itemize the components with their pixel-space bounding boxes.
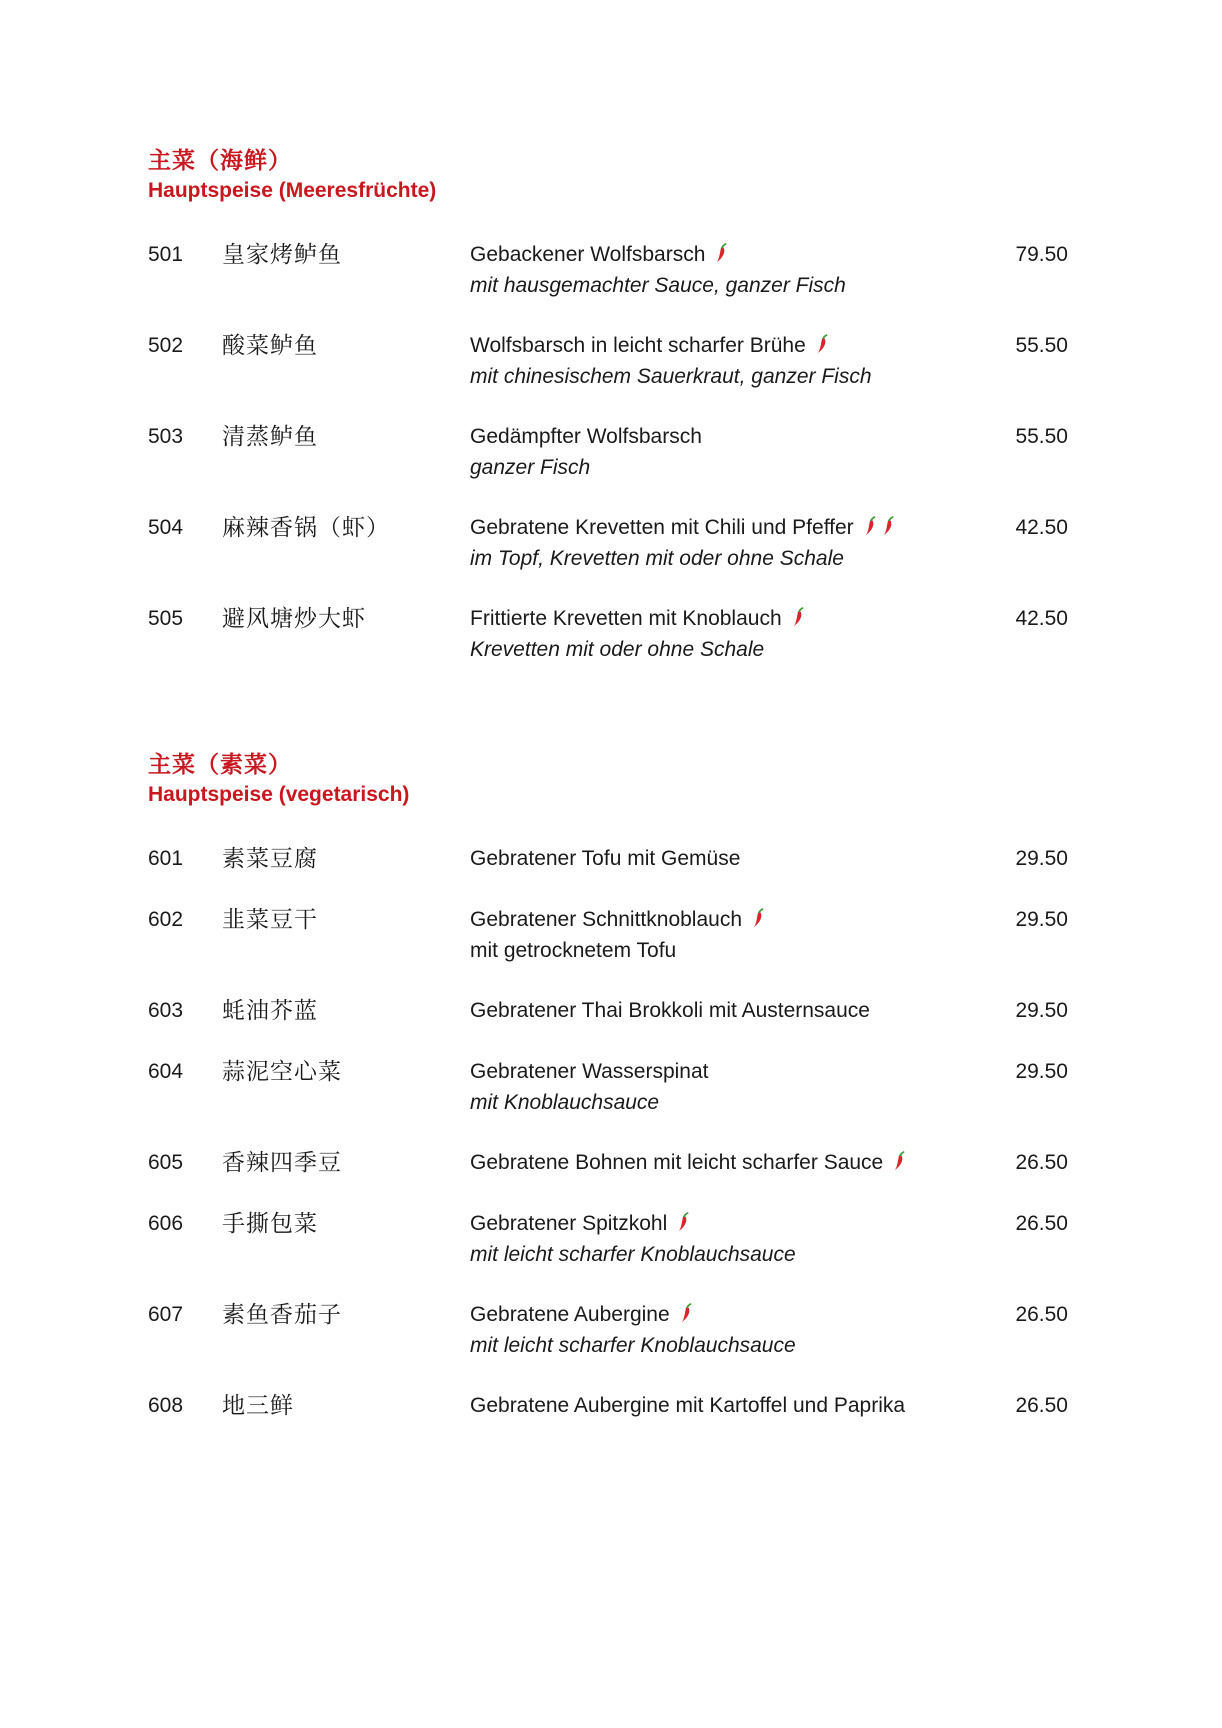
section-title-cn: 主菜（海鲜）: [148, 147, 292, 174]
chili-icon: [881, 515, 895, 537]
item-price: 29.50: [1015, 847, 1068, 870]
item-price: 29.50: [1015, 999, 1068, 1022]
item-name-cn: 蒜泥空心菜: [222, 1059, 342, 1085]
item-name-cn: 避风塘炒大虾: [222, 606, 366, 632]
menu-item-505: [148, 604, 1068, 695]
item-name-cn: 素菜豆腐: [222, 846, 318, 872]
item-number: 505: [148, 607, 184, 630]
chili-icon: [676, 1211, 690, 1233]
item-price: 26.50: [1015, 1212, 1068, 1235]
section-title-de: Hauptspeise (vegetarisch): [148, 783, 410, 806]
item-name-cn: 皇家烤鲈鱼: [222, 242, 342, 268]
item-name-cn: 麻辣香锅（虾）: [222, 515, 390, 541]
menu-item-501: [148, 240, 1068, 331]
item-price: 26.50: [1015, 1394, 1068, 1417]
item-name-de: Gebratene Aubergine: [470, 1300, 693, 1330]
item-number: 503: [148, 425, 184, 448]
item-number: 606: [148, 1212, 184, 1235]
item-name-de: Gebratene Krevetten mit Chili und Pfeffer: [470, 513, 895, 543]
menu-item-608: [148, 1391, 1068, 1452]
item-name-de: Gebratener Thai Brokkoli mit Austernsauce: [470, 999, 870, 1022]
item-name-de: Gebratene Aubergine mit Kartoffel und Paprika: [470, 1394, 906, 1417]
chili-icon: [815, 333, 829, 355]
menu-item-503: [148, 422, 1068, 513]
item-name-cn: 手撕包菜: [222, 1211, 318, 1237]
item-name-cn: 清蒸鲈鱼: [222, 424, 318, 450]
item-price: 55.50: [1015, 425, 1068, 448]
chili-icon: [751, 907, 765, 929]
section-vegetarian: [148, 750, 1068, 1452]
section-title-cn: 主菜（素菜）: [148, 751, 292, 778]
item-number: 601: [148, 847, 184, 870]
item-description: mit hausgemachter Sauce, ganzer Fisch: [470, 274, 846, 297]
item-description: Krevetten mit oder ohne Schale: [470, 638, 765, 661]
item-name-cn: 香辣四季豆: [222, 1150, 342, 1176]
item-description: im Topf, Krevetten mit oder ohne Schale: [470, 547, 844, 570]
item-price: 29.50: [1015, 908, 1068, 931]
item-price: 29.50: [1015, 1060, 1068, 1083]
chili-icon: [714, 242, 728, 264]
chili-icon: [679, 1302, 693, 1324]
section-title-de: Hauptspeise (Meeresfrüchte): [148, 179, 437, 202]
item-name-de: Gebackener Wolfsbarsch: [470, 240, 728, 270]
item-name-de: Gebratene Bohnen mit leicht scharfer Sauce: [470, 1148, 906, 1178]
item-name-cn: 韭菜豆干: [222, 907, 318, 933]
item-price: 79.50: [1015, 243, 1068, 266]
item-description: mit getrocknetem Tofu: [470, 939, 677, 962]
item-description: mit Knoblauchsauce: [470, 1091, 660, 1114]
item-name-cn: 蚝油芥蓝: [222, 998, 318, 1024]
item-name-de: Gebratener Spitzkohl: [470, 1209, 690, 1239]
item-name-de: Frittierte Krevetten mit Knoblauch: [470, 604, 805, 634]
menu-item-603: [148, 996, 1068, 1057]
item-name-cn: 地三鲜: [222, 1393, 294, 1419]
item-name-cn: 酸菜鲈鱼: [222, 333, 318, 359]
item-price: 26.50: [1015, 1151, 1068, 1174]
menu-item-607: [148, 1300, 1068, 1391]
item-number: 504: [148, 516, 184, 539]
item-price: 42.50: [1015, 607, 1068, 630]
chili-icon: [892, 1150, 906, 1172]
item-name-de: Gebratener Tofu mit Gemüse: [470, 847, 741, 870]
chili-icon: [791, 606, 805, 628]
item-price: 26.50: [1015, 1303, 1068, 1326]
menu-item-504: [148, 513, 1068, 604]
item-name-de: Gebratener Wasserspinat: [470, 1060, 709, 1083]
item-description: ganzer Fisch: [470, 456, 591, 479]
item-name-de: Gebratener Schnittknoblauch: [470, 905, 765, 935]
item-number: 608: [148, 1394, 184, 1417]
item-number: 607: [148, 1303, 184, 1326]
menu-item-605: [148, 1148, 1068, 1209]
item-name-de: Wolfsbarsch in leicht scharfer Brühe: [470, 331, 829, 361]
menu-item-606: [148, 1209, 1068, 1300]
item-number: 501: [148, 243, 184, 266]
item-name-de: Gedämpfter Wolfsbarsch: [470, 425, 702, 448]
item-number: 604: [148, 1060, 184, 1083]
item-description: mit chinesischem Sauerkraut, ganzer Fisch: [470, 365, 872, 388]
section-seafood: [148, 146, 1068, 695]
item-description: mit leicht scharfer Knoblauchsauce: [470, 1243, 796, 1266]
item-name-cn: 素鱼香茄子: [222, 1302, 342, 1328]
menu-item-601: [148, 844, 1068, 905]
item-price: 55.50: [1015, 334, 1068, 357]
item-number: 602: [148, 908, 184, 931]
menu-item-604: [148, 1057, 1068, 1148]
menu-item-602: [148, 905, 1068, 996]
menu-item-502: [148, 331, 1068, 422]
item-number: 605: [148, 1151, 184, 1174]
item-description: mit leicht scharfer Knoblauchsauce: [470, 1334, 796, 1357]
chili-icon: [863, 515, 877, 537]
item-number: 502: [148, 334, 184, 357]
item-price: 42.50: [1015, 516, 1068, 539]
item-number: 603: [148, 999, 184, 1022]
